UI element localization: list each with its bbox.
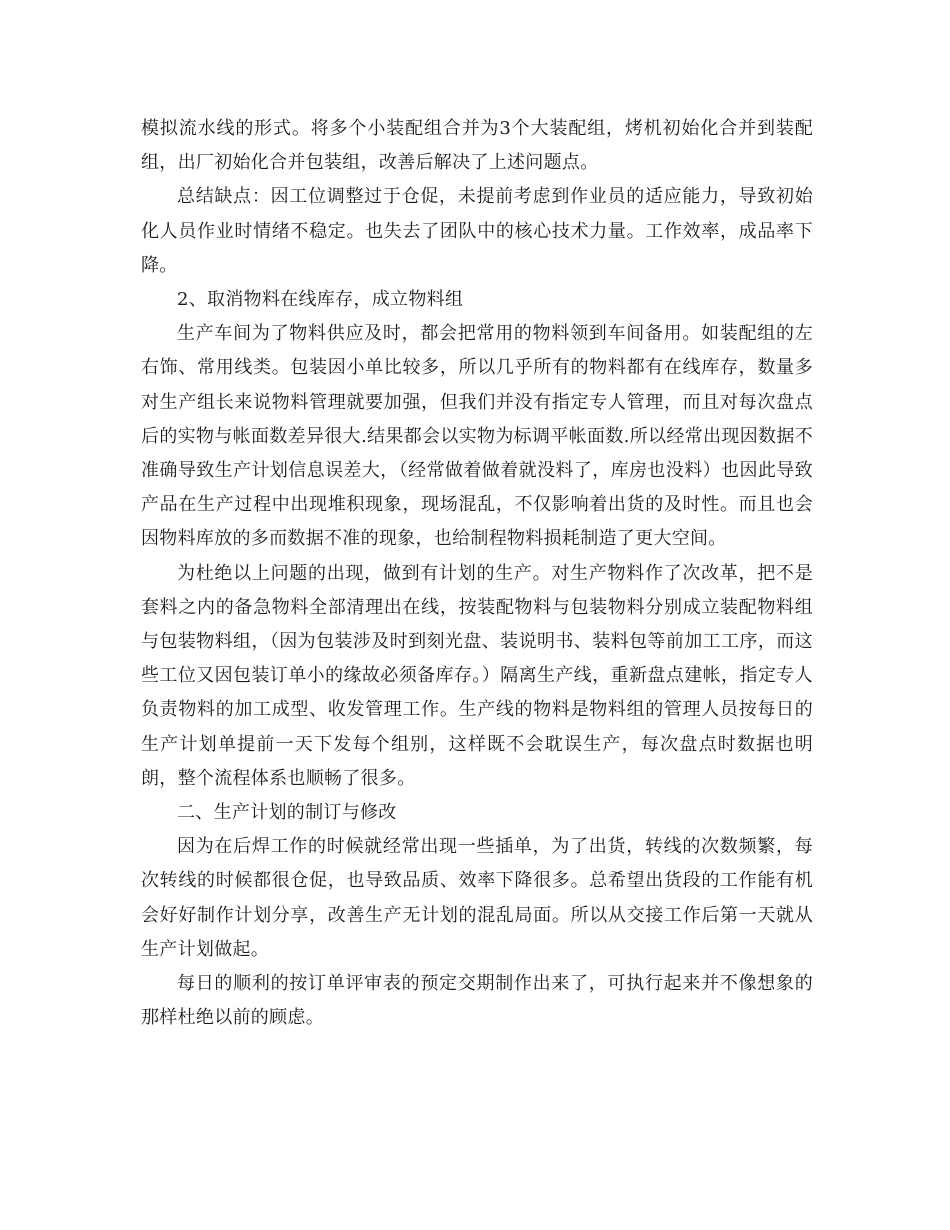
paragraph-daily-schedule: 每日的顺利的按订单评审表的预定交期制作出来了，可执行起来并不像想象的那样杜绝以前的顾虑。: [141, 973, 813, 1029]
section-heading-material-group: 2、取消物料在线库存，成立物料组: [177, 289, 464, 311]
paragraph-material-reform: 为杜绝以上问题的出现，做到有计划的生产。对生产物料作了次改革，把不是套料之内的备急物料全部清理出在线，按装配物料与包装物料分别成立装配物料组与包装物料组，（因为包装涉及时到刻光盘、装说明书、装料包等前加工工序，而这些工位又因包装订单小的缘故必须备库存。）隔离生产线，重新盘点建帐，指定专人负责物料的加工成型、收发管理工作。生产线的物料是物料组的管理人员按每日的生产计划单提前一天下发每个组别，这样既不会耽误生产，每次盘点时数据也明朗，整个流程体系也顺畅了很多。: [141, 562, 813, 789]
paragraph-material-inventory: 生产车间为了物料供应及时，都会把常用的物料领到车间备用。如装配组的左右饰、常用线类。包装因小单比较多，所以几乎所有的物料都有在线库存，数量多对生产组长来说物料管理就要加强，但我们并没有指定专人管理，而且对每次盘点后的实物与帐面数差异很大.结果都会以实物为标调平帐面数.所以经常出现因数据不准确导致生产计划信息误差大，（经常做着做着就没料了，库房也没料）也因此导致产品在生产过程中出现堆积现象，现场混乱，不仅影响着出货的及时性。而且也会因物料库放的多而数据不准的现象，也给制程物料损耗制造了更大空间。: [141, 323, 813, 550]
section-heading-production-plan: 二、生产计划的制订与修改: [177, 802, 397, 824]
paragraph-summary-shortcomings: 总结缺点：因工位调整过于仓促，未提前考虑到作业员的适应能力，导致初始化人员作业时情绪不稳定。也失去了团队中的核心技术力量。工作效率，成品率下降。: [141, 186, 813, 276]
paragraph-insert-orders: 因为在后焊工作的时候就经常出现一些插单，为了出货，转线的次数频繁，每次转线的时候都很仓促，也导致品质、效率下降很多。总希望出货段的工作能有机会好好制作计划分享，改善生产无计划的混乱局面。所以从交接工作后第一天就从生产计划做起。: [141, 836, 813, 960]
document-body: [141, 112, 813, 1035]
paragraph-continuation: 模拟流水线的形式。将多个小装配组合并为3个大装配组，烤机初始化合并到装配组，出厂初始化合并包装组，改善后解决了上述问题点。: [141, 118, 813, 174]
